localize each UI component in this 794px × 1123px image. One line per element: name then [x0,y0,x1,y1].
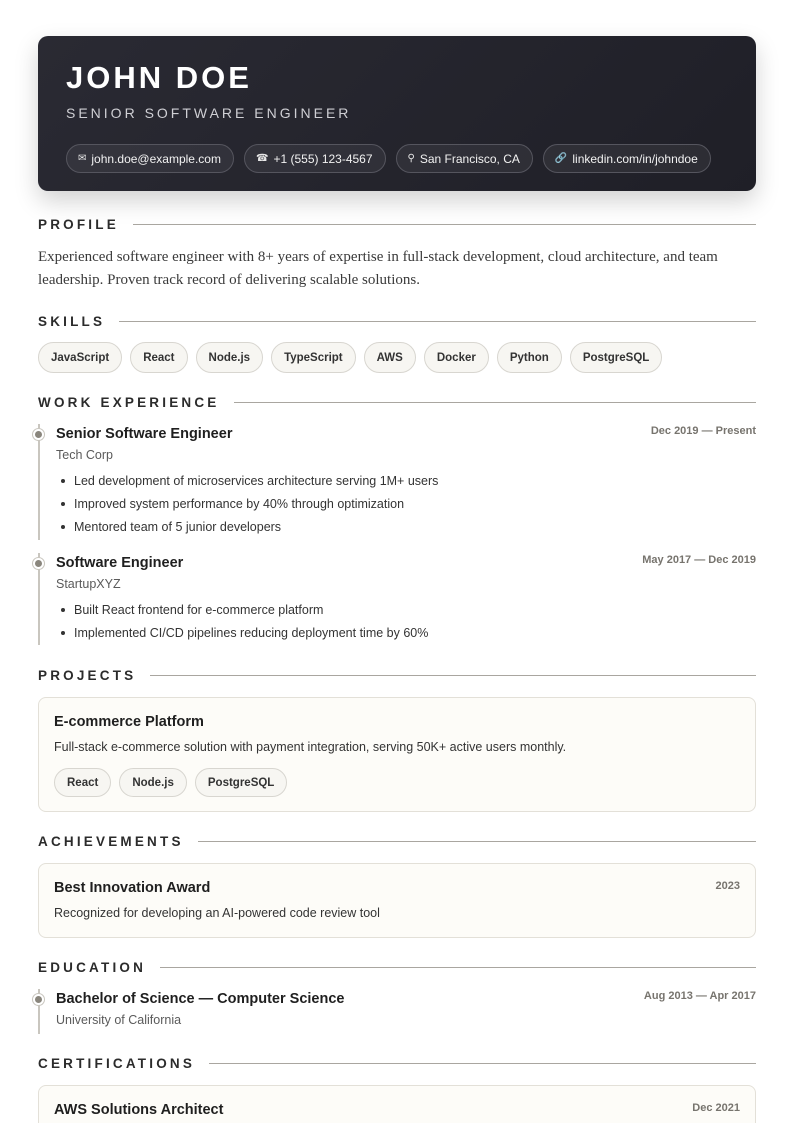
profile-summary: Experienced software engineer with 8+ years of expertise in full-stack development, cloud architecture, and team leadership. Proven track record of delivering scalable solutions. [38,249,718,288]
degree-title: Bachelor of Science — Computer Science [56,991,345,1007]
project-tech-list [54,768,287,797]
section-title: ACHIEVEMENTS [38,833,184,849]
experience-entry [38,424,756,540]
job-title: Software Engineer [56,555,184,571]
skill-tag: JavaScript [38,342,122,373]
contact-phone-text: +1 (555) 123-4567 [273,151,373,166]
section-divider [119,321,756,322]
job-bullet: Improved system performance by 40% through optimization [74,496,438,519]
job-company: StartupXYZ [56,577,121,591]
section-profile-heading [38,216,756,232]
job-bullet: Mentored team of 5 junior developers [74,519,438,542]
section-divider [160,967,756,968]
skill-tag: React [130,342,187,373]
timeline-line [38,424,40,540]
timeline-dot [33,994,44,1005]
job-dates: Dec 2019 — Present [650,425,756,437]
achievement-description: Recognized for developing an AI-powered code review tool [54,906,380,920]
resume-header [38,36,756,191]
project-card [38,697,756,812]
section-projects-heading [38,667,756,683]
section-skills-heading [38,313,756,329]
school-name: University of California [56,1013,182,1027]
section-divider [209,1063,756,1064]
job-company: Tech Corp [56,448,113,462]
section-divider [234,402,756,403]
certification-title: AWS Solutions Architect [54,1102,224,1118]
candidate-role: SENIOR SOFTWARE ENGINEER [66,105,352,121]
achievement-title: Best Innovation Award [54,880,211,896]
section-divider [198,841,756,842]
education-dates: Aug 2013 — Apr 2017 [643,990,756,1002]
project-title: E-commerce Platform [54,714,204,730]
section-divider [150,675,756,676]
job-bullets [74,473,438,542]
skill-tag: Docker [424,342,489,373]
job-bullet: Led development of microservices architecture serving 1M+ users [74,473,438,496]
contact-list [66,144,728,173]
job-bullet: Implemented CI/CD pipelines reducing deployment time by 60% [74,625,428,648]
skills-list [38,342,662,373]
skill-tag: Python [497,342,562,373]
contact-email-text: john.doe@example.com [91,151,221,166]
tech-tag: Node.js [119,768,187,797]
skill-tag: Node.js [196,342,264,373]
section-title: WORK EXPERIENCE [38,394,220,410]
contact-email[interactable] [66,144,234,173]
contact-location [396,144,533,173]
experience-entry [38,553,756,645]
location-pin-icon: ⚲ [407,153,415,164]
contact-linkedin[interactable] [543,144,711,173]
achievement-card [38,863,756,938]
skill-tag: TypeScript [271,342,356,373]
timeline-dot [33,558,44,569]
section-certifications-heading [38,1055,756,1071]
education-entry [38,989,756,1034]
project-description: Full-stack e-commerce solution with payment integration, serving 50K+ active users monthly. [54,740,567,754]
phone-icon: ☎ [255,153,269,164]
section-title: PROFILE [38,216,119,232]
job-bullet: Built React frontend for e-commerce platform [74,602,428,625]
section-divider [133,224,756,225]
skill-tag: AWS [364,342,416,373]
tech-tag: React [54,768,111,797]
section-education-heading [38,959,756,975]
achievement-year: 2023 [715,880,740,892]
section-title: EDUCATION [38,959,147,975]
section-title: PROJECTS [38,667,137,683]
envelope-icon: ✉ [78,153,87,164]
tech-tag: PostgreSQL [195,768,287,797]
skill-tag: PostgreSQL [570,342,662,373]
certification-card [38,1085,756,1123]
job-dates: May 2017 — Dec 2019 [642,554,756,566]
section-achievements-heading [38,833,756,849]
contact-phone[interactable] [244,144,386,173]
job-bullets [74,602,428,648]
contact-location-text: San Francisco, CA [419,151,520,166]
contact-linkedin-text: linkedin.com/in/johndoe [572,151,698,166]
link-icon: 🔗 [554,153,568,164]
job-title: Senior Software Engineer [56,426,233,442]
section-title: SKILLS [38,313,106,329]
certification-date: Dec 2021 [692,1102,740,1114]
timeline-dot [33,429,44,440]
section-experience-heading [38,394,756,410]
section-title: CERTIFICATIONS [38,1055,196,1071]
candidate-name: JOHN DOE [66,60,252,95]
